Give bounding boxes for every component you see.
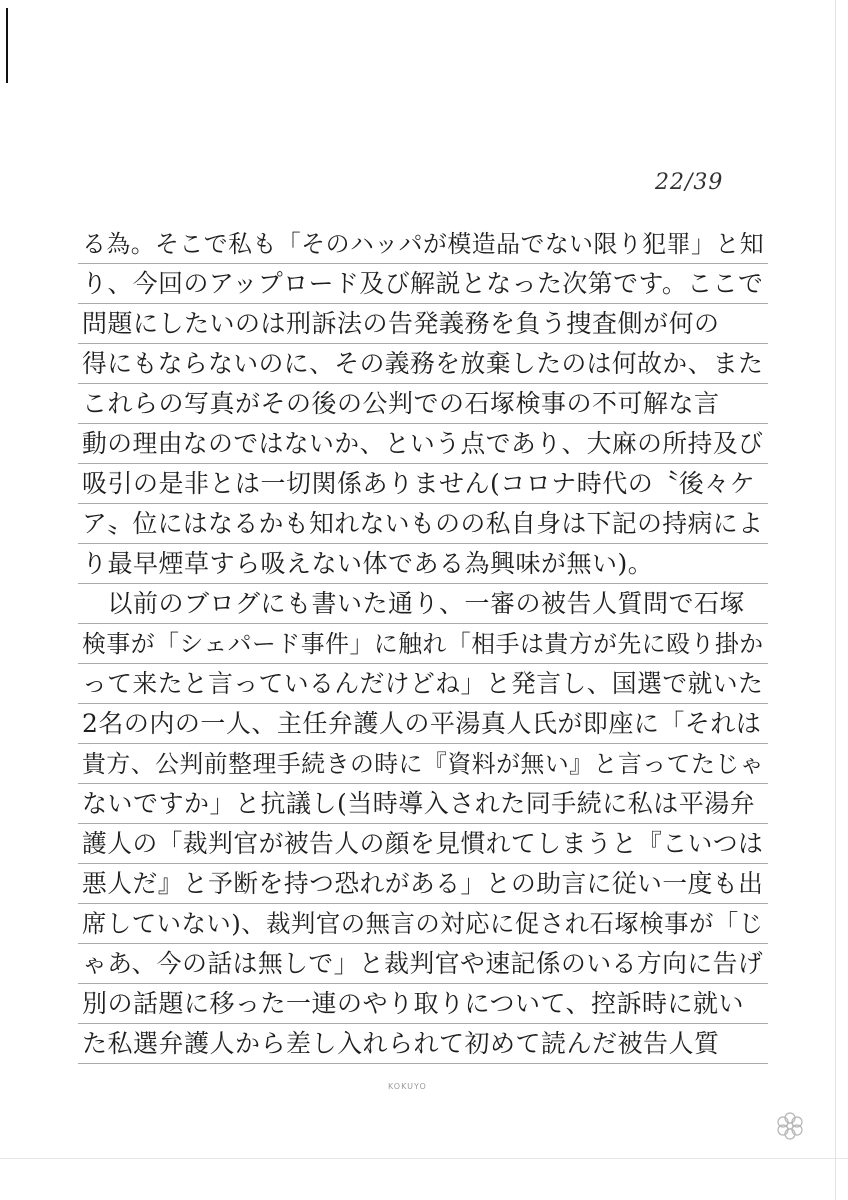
- text-line: [78, 224, 768, 264]
- text-line: [78, 824, 768, 864]
- line-text: ゃあ、今の話は無しで」と裁判官や速記係のいる方向に告げ: [82, 949, 764, 978]
- line-text: 得にもならないのに、その義務を放棄したのは何故か、また: [82, 349, 764, 378]
- text-line: [78, 384, 768, 424]
- text-line: [78, 1024, 768, 1064]
- text-line: [78, 424, 768, 464]
- text-line: [78, 584, 768, 624]
- text-line: [78, 504, 768, 544]
- line-text: 別の話題に移った一連のやり取りについて、控訴時に就い: [82, 989, 745, 1018]
- page-edge: [835, 0, 836, 1200]
- text-line: [78, 944, 768, 984]
- line-text: 動の理由なのではないか、という点であり、大麻の所持及び: [82, 429, 764, 458]
- text-line: [78, 344, 768, 384]
- line-text: 2名の内の一人、主任弁護人の平湯真人氏が即座に「それは: [82, 709, 762, 738]
- line-text: た私選弁護人から差し入れられて初めて読んだ被告人質: [82, 1029, 720, 1058]
- text-line: [78, 744, 768, 784]
- left-margin-mark: [6, 8, 8, 83]
- text-line: [78, 704, 768, 744]
- text-line: [78, 784, 768, 824]
- text-line: [78, 624, 768, 664]
- flower-logo-icon: [772, 1108, 808, 1144]
- line-text: 吸引の是非とは一切関係ありません(コロナ時代の〝後々ケ: [82, 469, 756, 498]
- handwritten-text-block: [78, 224, 768, 1064]
- text-line: [78, 304, 768, 344]
- line-text: って来たと言っているんだけどね」と発言し、国選で就いた: [82, 669, 764, 698]
- text-line: [78, 664, 768, 704]
- line-text: 問題にしたいのは刑訴法の告発義務を負う捜査側が何の: [82, 309, 720, 338]
- line-text: り、今回のアップロード及び解説となった次第です。ここで: [82, 269, 764, 298]
- page-number: 22/39: [655, 170, 724, 195]
- line-text: 席していない)、裁判官の無言の対応に促され石塚検事が「じ: [82, 909, 764, 938]
- text-line: [78, 264, 768, 304]
- page-bottom-edge: [0, 1158, 848, 1159]
- text-line: [78, 544, 768, 584]
- line-text: る為。そこで私も「そのハッパが模造品でない限り犯罪」と知: [82, 230, 765, 258]
- line-text: り最早煙草すら吸えない体である為興味が無い)。: [82, 549, 654, 578]
- text-line: [78, 464, 768, 504]
- line-text: 検事が「シェパード事件」に触れ「相手は貴方が先に殴り掛か: [82, 630, 764, 658]
- brand-mark: KOKUYO: [388, 1082, 427, 1091]
- text-line: [78, 984, 768, 1024]
- line-text: 貴方、公判前整理手続きの時に『資料が無い』と言ってたじゃ: [82, 750, 765, 778]
- line-text: 悪人だ』と予断を持つ恐れがある」との助言に従い一度も出: [82, 869, 764, 898]
- line-text: ア〟位にはなるかも知れないものの私自身は下記の持病によ: [82, 509, 764, 538]
- line-text: ないですか」と抗議し(当時導入された同手続に私は平湯弁: [82, 789, 756, 818]
- text-line: [78, 864, 768, 904]
- line-text: これらの写真がその後の公判での石塚検事の不可解な言: [82, 389, 720, 418]
- line-text: 護人の「裁判官が被告人の顔を見慣れてしまうと『こいつは: [82, 829, 764, 858]
- line-text: 以前のブログにも書いた通り、一審の被告人質問で石塚: [82, 589, 746, 618]
- text-line: [78, 904, 768, 944]
